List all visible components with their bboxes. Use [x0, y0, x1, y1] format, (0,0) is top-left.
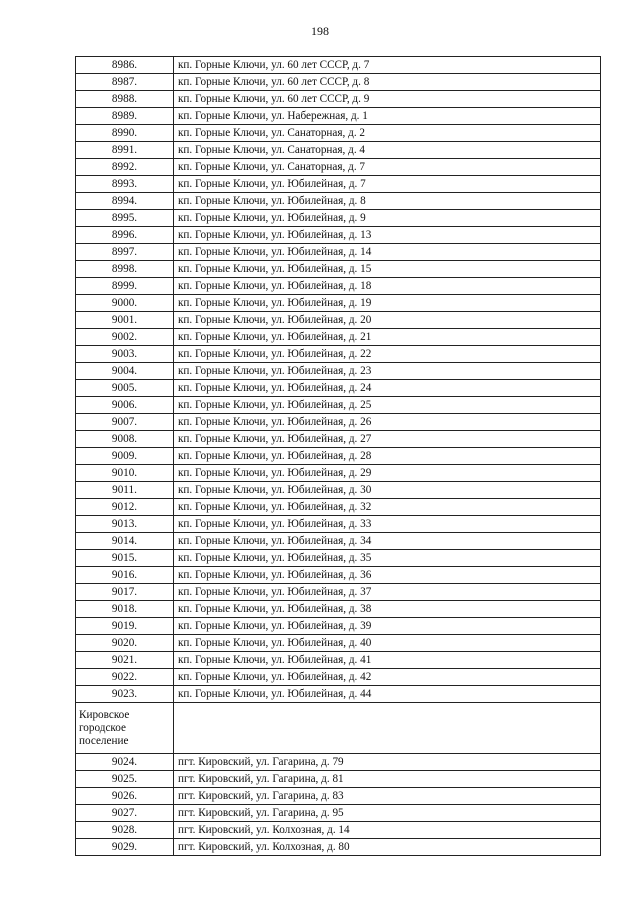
table-row — [76, 125, 601, 142]
row-number-cell: 8991. — [76, 142, 174, 159]
table-body-gornye-klyuchi — [76, 57, 601, 703]
table-row — [76, 261, 601, 278]
table-row — [76, 686, 601, 703]
address-cell: кп. Горные Ключи, ул. Юбилейная, д. 22 — [174, 346, 601, 363]
address-cell: кп. Горные Ключи, ул. Юбилейная, д. 25 — [174, 397, 601, 414]
address-cell: кп. Горные Ключи, ул. Юбилейная, д. 39 — [174, 618, 601, 635]
row-number-cell: 8992. — [76, 159, 174, 176]
address-cell: кп. Горные Ключи, ул. Юбилейная, д. 13 — [174, 227, 601, 244]
row-number-cell: 8993. — [76, 176, 174, 193]
row-number-cell: 9005. — [76, 380, 174, 397]
address-cell: кп. Горные Ключи, ул. Санаторная, д. 4 — [174, 142, 601, 159]
address-cell: кп. Горные Ключи, ул. Юбилейная, д. 14 — [174, 244, 601, 261]
table-row — [76, 431, 601, 448]
address-cell: кп. Горные Ключи, ул. Юбилейная, д. 41 — [174, 652, 601, 669]
table-row — [76, 448, 601, 465]
address-cell: пгт. Кировский, ул. Колхозная, д. 14 — [174, 822, 601, 839]
table-row — [76, 635, 601, 652]
address-cell: кп. Горные Ключи, ул. Юбилейная, д. 37 — [174, 584, 601, 601]
address-cell: кп. Горные Ключи, ул. Юбилейная, д. 44 — [174, 686, 601, 703]
address-cell: кп. Горные Ключи, ул. Санаторная, д. 2 — [174, 125, 601, 142]
address-cell: кп. Горные Ключи, ул. Юбилейная, д. 34 — [174, 533, 601, 550]
row-number-cell: 9019. — [76, 618, 174, 635]
address-cell: кп. Горные Ключи, ул. Юбилейная, д. 27 — [174, 431, 601, 448]
row-number-cell: 9023. — [76, 686, 174, 703]
table-row — [76, 176, 601, 193]
table-row — [76, 805, 601, 822]
table-body-section — [76, 703, 601, 754]
address-cell: кп. Горные Ключи, ул. Санаторная, д. 7 — [174, 159, 601, 176]
address-cell: кп. Горные Ключи, ул. Юбилейная, д. 29 — [174, 465, 601, 482]
row-number-cell: 9026. — [76, 788, 174, 805]
row-number-cell: 9011. — [76, 482, 174, 499]
address-cell: кп. Горные Ключи, ул. 60 лет СССР, д. 9 — [174, 91, 601, 108]
address-cell: кп. Горные Ключи, ул. Юбилейная, д. 38 — [174, 601, 601, 618]
table-row — [76, 839, 601, 856]
row-number-cell: 8987. — [76, 74, 174, 91]
row-number-cell: 9029. — [76, 839, 174, 856]
address-cell: пгт. Кировский, ул. Гагарина, д. 83 — [174, 788, 601, 805]
address-cell: кп. Горные Ключи, ул. Юбилейная, д. 26 — [174, 414, 601, 431]
address-registry-table — [75, 56, 601, 856]
table-row — [76, 244, 601, 261]
row-number-cell: 9003. — [76, 346, 174, 363]
table-row — [76, 295, 601, 312]
row-number-cell: 9008. — [76, 431, 174, 448]
row-number-cell: 9004. — [76, 363, 174, 380]
table-row — [76, 329, 601, 346]
row-number-cell: 9022. — [76, 669, 174, 686]
table-row — [76, 312, 601, 329]
table-row — [76, 601, 601, 618]
address-cell: кп. Горные Ключи, ул. Юбилейная, д. 20 — [174, 312, 601, 329]
address-cell: пгт. Кировский, ул. Колхозная, д. 80 — [174, 839, 601, 856]
row-number-cell: 9007. — [76, 414, 174, 431]
section-header-row — [76, 703, 601, 754]
row-number-cell: 9001. — [76, 312, 174, 329]
table-row — [76, 142, 601, 159]
row-number-cell: 9015. — [76, 550, 174, 567]
table-row — [76, 499, 601, 516]
section-address-cell — [174, 703, 601, 754]
page-number: 198 — [311, 24, 329, 38]
section-name-cell: Кировское городское поселение — [76, 703, 174, 754]
row-number-cell: 9017. — [76, 584, 174, 601]
table-row — [76, 771, 601, 788]
address-cell: кп. Горные Ключи, ул. Юбилейная, д. 30 — [174, 482, 601, 499]
row-number-cell: 9025. — [76, 771, 174, 788]
row-number-cell: 9006. — [76, 397, 174, 414]
table-row — [76, 159, 601, 176]
row-number-cell: 8995. — [76, 210, 174, 227]
table-row — [76, 567, 601, 584]
table-row — [76, 397, 601, 414]
address-cell: кп. Горные Ключи, ул. Набережная, д. 1 — [174, 108, 601, 125]
table-row — [76, 57, 601, 74]
row-number-cell: 8996. — [76, 227, 174, 244]
address-cell: кп. Горные Ключи, ул. Юбилейная, д. 24 — [174, 380, 601, 397]
table-row — [76, 822, 601, 839]
table-row — [76, 516, 601, 533]
row-number-cell: 9012. — [76, 499, 174, 516]
table-row — [76, 380, 601, 397]
row-number-cell: 9021. — [76, 652, 174, 669]
row-number-cell: 8989. — [76, 108, 174, 125]
table-row — [76, 210, 601, 227]
row-number-cell: 9009. — [76, 448, 174, 465]
row-number-cell: 9020. — [76, 635, 174, 652]
row-number-cell: 8998. — [76, 261, 174, 278]
address-cell: пгт. Кировский, ул. Гагарина, д. 79 — [174, 754, 601, 771]
table-row — [76, 414, 601, 431]
table-row — [76, 465, 601, 482]
row-number-cell: 9018. — [76, 601, 174, 618]
table-row — [76, 652, 601, 669]
row-number-cell: 8994. — [76, 193, 174, 210]
address-cell: пгт. Кировский, ул. Гагарина, д. 95 — [174, 805, 601, 822]
row-number-cell: 9002. — [76, 329, 174, 346]
address-cell: кп. Горные Ключи, ул. Юбилейная, д. 15 — [174, 261, 601, 278]
table-row — [76, 550, 601, 567]
table-row — [76, 669, 601, 686]
table-row — [76, 278, 601, 295]
address-cell: кп. Горные Ключи, ул. Юбилейная, д. 28 — [174, 448, 601, 465]
row-number-cell: 8988. — [76, 91, 174, 108]
address-cell: кп. Горные Ключи, ул. Юбилейная, д. 18 — [174, 278, 601, 295]
row-number-cell: 8990. — [76, 125, 174, 142]
row-number-cell: 9010. — [76, 465, 174, 482]
address-cell: кп. Горные Ключи, ул. Юбилейная, д. 19 — [174, 295, 601, 312]
address-cell: кп. Горные Ключи, ул. Юбилейная, д. 21 — [174, 329, 601, 346]
table-body-kirovsky — [76, 754, 601, 856]
address-cell: пгт. Кировский, ул. Гагарина, д. 81 — [174, 771, 601, 788]
address-cell: кп. Горные Ключи, ул. 60 лет СССР, д. 7 — [174, 57, 601, 74]
address-cell: кп. Горные Ключи, ул. Юбилейная, д. 35 — [174, 550, 601, 567]
row-number-cell: 9014. — [76, 533, 174, 550]
table-row — [76, 74, 601, 91]
address-cell: кп. Горные Ключи, ул. Юбилейная, д. 40 — [174, 635, 601, 652]
table-row — [76, 482, 601, 499]
table-row — [76, 618, 601, 635]
address-cell: кп. Горные Ключи, ул. Юбилейная, д. 32 — [174, 499, 601, 516]
address-cell: кп. Горные Ключи, ул. Юбилейная, д. 9 — [174, 210, 601, 227]
row-number-cell: 9000. — [76, 295, 174, 312]
table-row — [76, 346, 601, 363]
row-number-cell: 9027. — [76, 805, 174, 822]
table-row — [76, 227, 601, 244]
address-cell: кп. Горные Ключи, ул. Юбилейная, д. 23 — [174, 363, 601, 380]
address-cell: кп. Горные Ключи, ул. Юбилейная, д. 33 — [174, 516, 601, 533]
table-row — [76, 533, 601, 550]
table-row — [76, 584, 601, 601]
row-number-cell: 8999. — [76, 278, 174, 295]
row-number-cell: 8997. — [76, 244, 174, 261]
row-number-cell: 9016. — [76, 567, 174, 584]
row-number-cell: 9028. — [76, 822, 174, 839]
row-number-cell: 9024. — [76, 754, 174, 771]
table-row — [76, 754, 601, 771]
row-number-cell: 9013. — [76, 516, 174, 533]
table-row — [76, 91, 601, 108]
table-row — [76, 108, 601, 125]
address-cell: кп. Горные Ключи, ул. Юбилейная, д. 36 — [174, 567, 601, 584]
address-cell: кп. Горные Ключи, ул. Юбилейная, д. 7 — [174, 176, 601, 193]
address-cell: кп. Горные Ключи, ул. Юбилейная, д. 42 — [174, 669, 601, 686]
row-number-cell: 8986. — [76, 57, 174, 74]
table-row — [76, 788, 601, 805]
table-row — [76, 363, 601, 380]
address-cell: кп. Горные Ключи, ул. 60 лет СССР, д. 8 — [174, 74, 601, 91]
address-cell: кп. Горные Ключи, ул. Юбилейная, д. 8 — [174, 193, 601, 210]
table-row — [76, 193, 601, 210]
